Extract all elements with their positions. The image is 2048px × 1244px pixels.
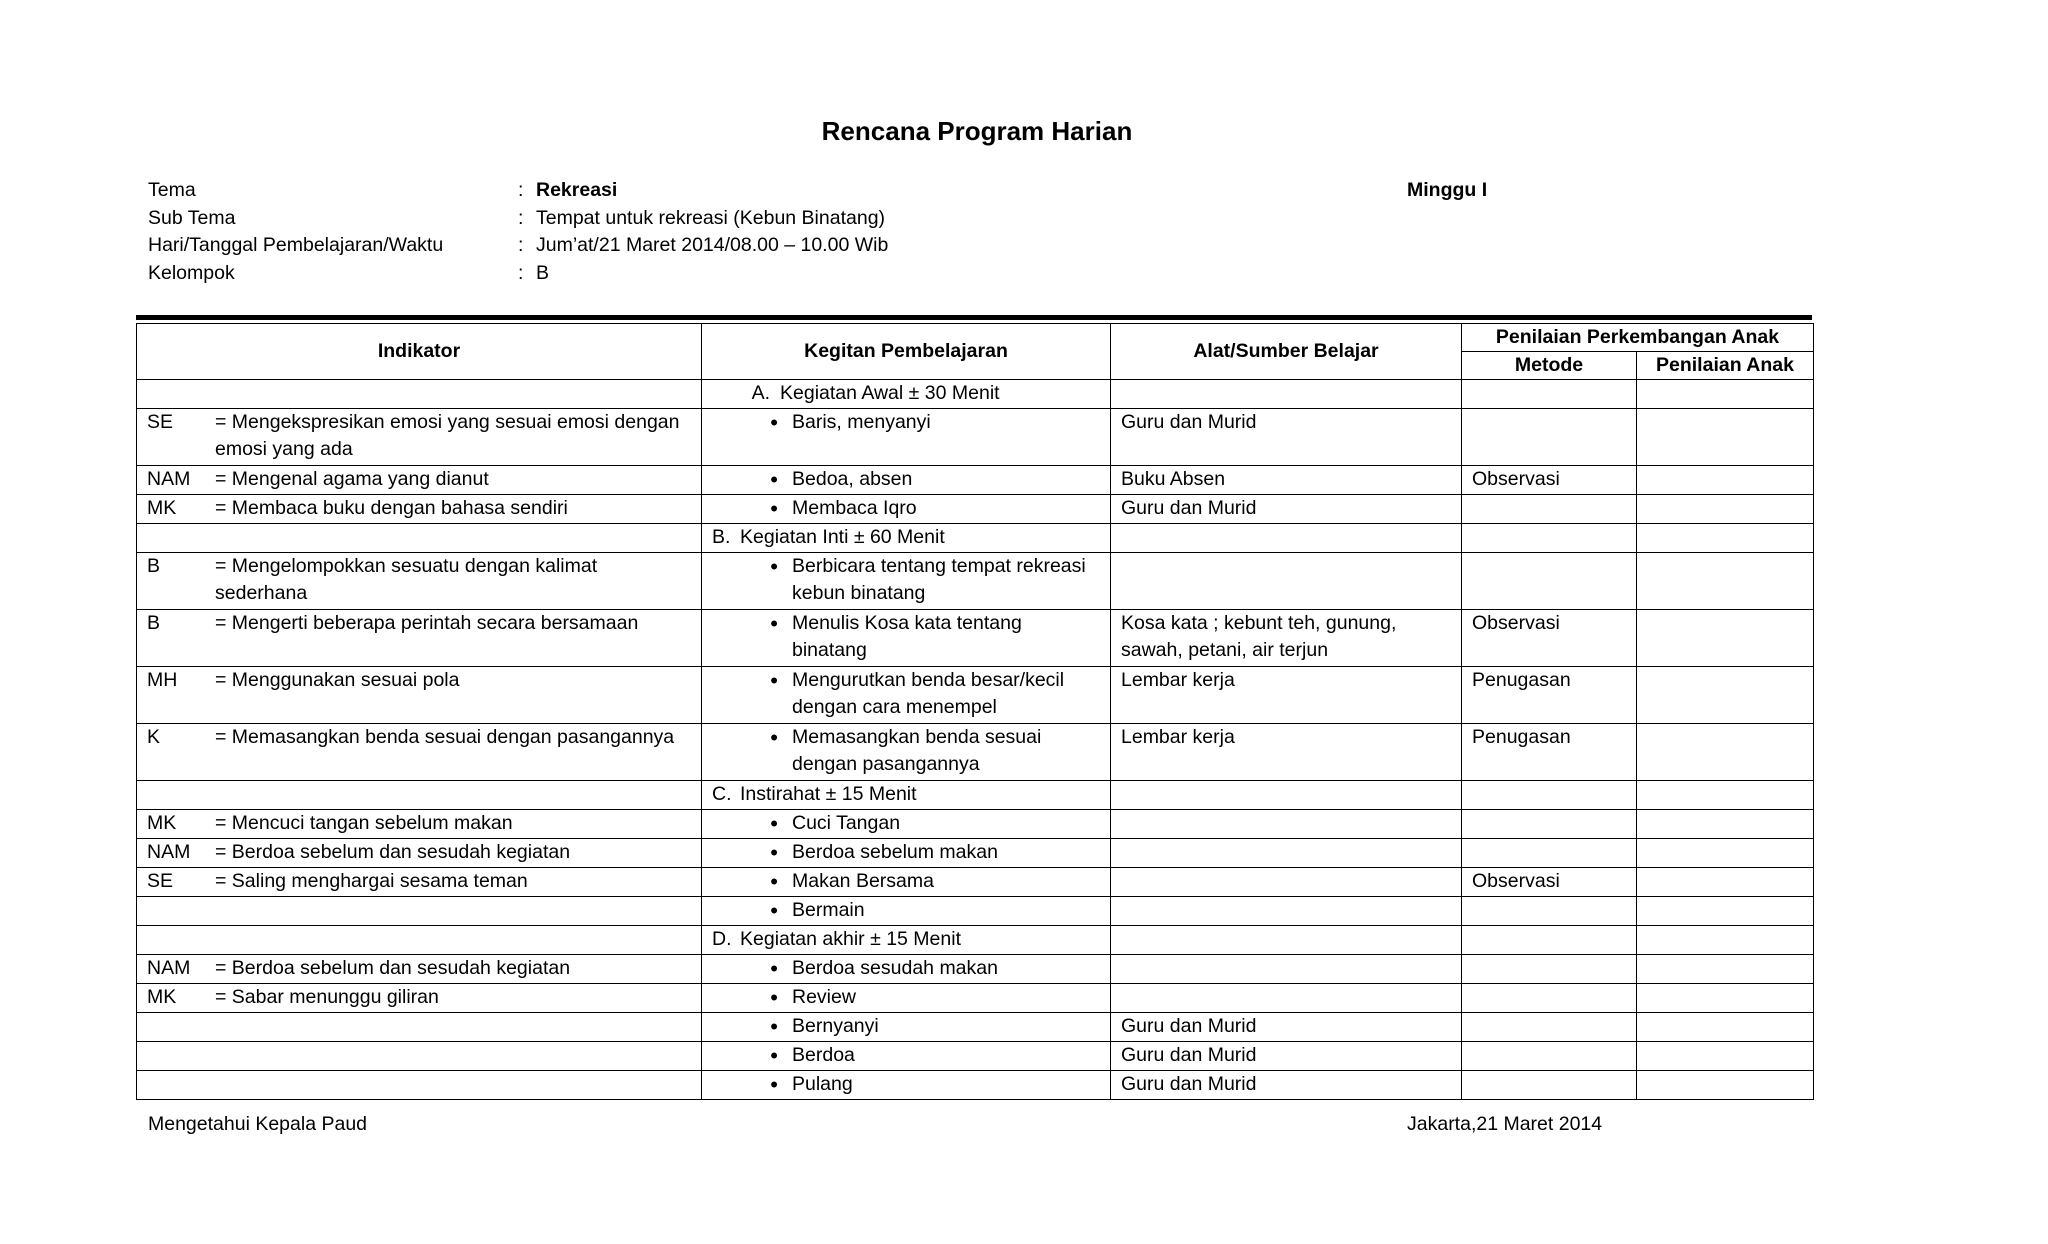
kegiatan-cell (702, 495, 1111, 524)
penilaian-anak-cell (1637, 1013, 1814, 1042)
meta-colon: : (518, 261, 524, 284)
metode-cell (1462, 1042, 1637, 1071)
indikator-description: = Mengekspresikan emosi yang sesuai emosi dengan emosi yang ada (215, 411, 680, 460)
indikator-cell (137, 897, 702, 926)
alat-cell (1111, 781, 1462, 810)
indikator-description: = Saling menghargai sesama teman (215, 870, 528, 892)
activity-text: Cuci Tangan (792, 812, 901, 834)
table-row (137, 667, 1814, 724)
table-row (137, 553, 1814, 610)
penilaian-anak-cell (1637, 524, 1814, 553)
penilaian-anak-cell (1637, 984, 1814, 1013)
bullet-marker: • (770, 956, 778, 981)
metode-cell (1462, 810, 1637, 839)
alat-cell (1111, 839, 1462, 868)
indikator-description: = Sabar menunggu giliran (215, 986, 439, 1008)
header-kegiatan: Kegitan Pembelajaran (702, 324, 1111, 380)
footer-place-date: Jakarta,21 Maret 2014 (1407, 1113, 1603, 1135)
section-marker: D. (712, 928, 732, 950)
metode-cell (1462, 984, 1637, 1013)
kegiatan-cell (702, 667, 1111, 724)
kegiatan-cell (702, 610, 1111, 667)
penilaian-anak-cell (1637, 724, 1814, 781)
table-row (137, 897, 1814, 926)
kegiatan-cell (702, 926, 1111, 955)
kegiatan-cell (702, 553, 1111, 610)
meta-label: Sub Tema (148, 206, 236, 229)
table-row (137, 724, 1814, 781)
alat-cell (1111, 380, 1462, 409)
meta-value: B (536, 261, 550, 284)
bullet-marker: • (770, 985, 778, 1010)
meta-label: Kelompok (148, 261, 235, 284)
activity-text: Makan Bersama (792, 870, 934, 892)
plan-metadata (148, 177, 888, 287)
bullet-marker: • (770, 840, 778, 865)
header-penilaian: Penilaian Perkembangan Anak (1462, 324, 1814, 352)
table-row (137, 810, 1814, 839)
indikator-cell (137, 1071, 702, 1100)
activity-text: Pulang (792, 1073, 853, 1095)
bullet-marker: • (770, 1014, 778, 1039)
indikator-cell (137, 955, 702, 984)
metode-cell: Observasi (1462, 610, 1637, 667)
table-row (137, 610, 1814, 667)
table-row (137, 839, 1814, 868)
table-row (137, 1071, 1814, 1100)
activity-text: Baris, menyanyi (792, 411, 931, 433)
metode-cell (1462, 495, 1637, 524)
penilaian-anak-cell (1637, 897, 1814, 926)
meta-label: Hari/Tanggal Pembelajaran/Waktu (148, 234, 444, 256)
indikator-cell (137, 781, 702, 810)
penilaian-anak-cell (1637, 1071, 1814, 1100)
bullet-marker: • (770, 725, 778, 750)
header-penilaian-anak: Penilaian Anak (1637, 352, 1814, 380)
bullet-marker: • (770, 668, 778, 693)
meta-label: Tema (148, 179, 196, 201)
indikator-cell (137, 724, 702, 781)
bullet-marker: • (770, 811, 778, 836)
penilaian-anak-cell (1637, 868, 1814, 897)
table-row (137, 1013, 1814, 1042)
penilaian-anak-cell (1637, 409, 1814, 466)
bullet-marker: • (770, 869, 778, 894)
document-title: Rencana Program Harian (821, 116, 1133, 146)
activity-text: Bedoa, absen (792, 468, 913, 490)
metode-cell: Observasi (1462, 868, 1637, 897)
indikator-cell (137, 524, 702, 553)
activity-text: Bernyanyi (792, 1015, 879, 1037)
meta-value: Jum’at/21 Maret 2014/08.00 – 10.00 Wib (536, 234, 889, 256)
alat-cell (1111, 926, 1462, 955)
penilaian-anak-cell (1637, 610, 1814, 667)
meta-colon: : (518, 179, 524, 201)
indikator-code: B (147, 555, 161, 577)
indikator-code: MH (147, 669, 178, 691)
indikator-code: NAM (147, 841, 191, 863)
activity-section-title: Instirahat ± 15 Menit (740, 783, 917, 805)
table-row (137, 781, 1814, 810)
penilaian-anak-cell (1637, 667, 1814, 724)
kegiatan-cell (702, 955, 1111, 984)
metode-cell (1462, 380, 1637, 409)
table-row (137, 380, 1814, 409)
footer-acknowledgement: Mengetahui Kepala Paud (148, 1113, 368, 1135)
kegiatan-cell (702, 724, 1111, 781)
indikator-description: = Memasangkan benda sesuai dengan pasangannya (215, 726, 675, 748)
penilaian-anak-cell (1637, 553, 1814, 610)
indikator-cell (137, 926, 702, 955)
metode-cell: Penugasan (1462, 724, 1637, 781)
indikator-cell (137, 553, 702, 610)
activity-section-title: Kegiatan Awal ± 30 Menit (780, 382, 1000, 404)
bullet-marker: • (770, 1072, 778, 1097)
bullet-marker: • (770, 554, 778, 579)
indikator-code: NAM (147, 957, 191, 979)
metode-cell (1462, 839, 1637, 868)
metode-cell: Penugasan (1462, 667, 1637, 724)
indikator-cell (137, 868, 702, 897)
activity-text: Menulis Kosa kata tentang binatang (792, 612, 1022, 661)
indikator-cell (137, 380, 702, 409)
activity-text: Berdoa sesudah makan (792, 957, 998, 979)
alat-cell (1111, 524, 1462, 553)
bullet-marker: • (770, 611, 778, 636)
indikator-cell (137, 667, 702, 724)
indikator-code: NAM (147, 468, 191, 490)
alat-cell: Lembar kerja (1111, 667, 1462, 724)
penilaian-anak-cell (1637, 380, 1814, 409)
indikator-code: SE (147, 411, 174, 433)
indikator-description: = Mengelompokkan sesuatu dengan kalimat sederhana (215, 555, 598, 604)
activity-section-title: Kegiatan akhir ± 15 Menit (740, 928, 961, 950)
kegiatan-cell (702, 1042, 1111, 1071)
header-indikator: Indikator (137, 324, 702, 380)
kegiatan-cell (702, 524, 1111, 553)
table-row (137, 926, 1814, 955)
kegiatan-cell (702, 1071, 1111, 1100)
indikator-code: MK (147, 986, 177, 1008)
metode-cell: Observasi (1462, 466, 1637, 495)
activity-text: Memasangkan benda sesuai dengan pasangannya (792, 726, 1042, 775)
metode-cell (1462, 781, 1637, 810)
penilaian-anak-cell (1637, 466, 1814, 495)
metode-cell (1462, 955, 1637, 984)
meta-row-kelompok (148, 260, 888, 288)
table-row (137, 466, 1814, 495)
alat-cell (1111, 868, 1462, 897)
meta-colon: : (518, 206, 524, 229)
indikator-description: = Mengerti beberapa perintah secara bersamaan (215, 612, 639, 634)
alat-cell: Guru dan Murid (1111, 1071, 1462, 1100)
activity-text: Mengurutkan benda besar/kecil dengan cara menempel (792, 669, 1065, 718)
indikator-code: MK (147, 812, 177, 834)
meta-row-tema (148, 177, 888, 205)
penilaian-anak-cell (1637, 955, 1814, 984)
indikator-description: = Mencuci tangan sebelum makan (215, 812, 513, 834)
table-row (137, 524, 1814, 553)
table-row (137, 955, 1814, 984)
alat-cell (1111, 984, 1462, 1013)
activity-text: Membaca Iqro (792, 497, 917, 519)
alat-cell (1111, 955, 1462, 984)
bullet-marker: • (770, 1043, 778, 1068)
penilaian-anak-cell (1637, 781, 1814, 810)
metode-cell (1462, 926, 1637, 955)
section-marker: A. (751, 382, 770, 404)
meta-value: Rekreasi (536, 179, 618, 201)
kegiatan-cell (702, 1013, 1111, 1042)
activity-section-title: Kegiatan Inti ± 60 Menit (740, 526, 945, 548)
meta-colon: : (518, 234, 524, 256)
alat-cell: Guru dan Murid (1111, 1042, 1462, 1071)
kegiatan-cell (702, 466, 1111, 495)
indikator-description: = Membaca buku dengan bahasa sendiri (215, 497, 568, 519)
table-row (137, 495, 1814, 524)
indikator-cell (137, 1042, 702, 1071)
alat-cell: Guru dan Murid (1111, 495, 1462, 524)
week-label: Minggu I (1407, 179, 1488, 201)
kegiatan-cell (702, 897, 1111, 926)
kegiatan-cell (702, 781, 1111, 810)
metode-cell (1462, 897, 1637, 926)
alat-cell (1111, 810, 1462, 839)
table-row (137, 868, 1814, 897)
penilaian-anak-cell (1637, 810, 1814, 839)
header-alat: Alat/Sumber Belajar (1111, 324, 1462, 380)
activity-text: Berdoa sebelum makan (792, 841, 998, 863)
meta-row-sub-tema (148, 205, 888, 233)
kegiatan-cell (702, 810, 1111, 839)
meta-value: Tempat untuk rekreasi (Kebun Binatang) (536, 206, 886, 229)
metode-cell (1462, 524, 1637, 553)
metode-cell (1462, 409, 1637, 466)
indikator-code: K (147, 726, 161, 748)
alat-cell (1111, 553, 1462, 610)
metode-cell (1462, 1013, 1637, 1042)
program-table (136, 323, 1814, 1100)
alat-cell: Guru dan Murid (1111, 409, 1462, 466)
kegiatan-cell (702, 868, 1111, 897)
indikator-description: = Mengenal agama yang dianut (215, 468, 489, 490)
penilaian-anak-cell (1637, 926, 1814, 955)
bullet-marker: • (770, 410, 778, 435)
kegiatan-cell (702, 839, 1111, 868)
alat-cell (1111, 897, 1462, 926)
indikator-description: = Menggunakan sesuai pola (215, 669, 460, 691)
penilaian-anak-cell (1637, 839, 1814, 868)
indikator-code: B (147, 612, 161, 634)
indikator-cell (137, 495, 702, 524)
activity-text: Berbicara tentang tempat rekreasi kebun binatang (792, 555, 1086, 604)
indikator-code: SE (147, 870, 174, 892)
indikator-cell (137, 466, 702, 495)
indikator-cell (137, 1013, 702, 1042)
indikator-code: MK (147, 497, 177, 519)
alat-cell: Guru dan Murid (1111, 1013, 1462, 1042)
header-rule (136, 315, 1812, 320)
kegiatan-cell (702, 984, 1111, 1013)
indikator-description: = Berdoa sebelum dan sesudah kegiatan (215, 841, 571, 863)
bullet-marker: • (770, 496, 778, 521)
penilaian-anak-cell (1637, 1042, 1814, 1071)
metode-cell (1462, 553, 1637, 610)
alat-cell: Kosa kata ; kebunt teh, gunung, sawah, petani, air terjun (1111, 610, 1462, 667)
section-marker: C. (712, 783, 732, 805)
bullet-marker: • (770, 467, 778, 492)
metode-cell (1462, 1071, 1637, 1100)
penilaian-anak-cell (1637, 495, 1814, 524)
indikator-cell (137, 610, 702, 667)
activity-text: Berdoa (792, 1044, 855, 1066)
table-row (137, 984, 1814, 1013)
indikator-cell (137, 984, 702, 1013)
indikator-cell (137, 810, 702, 839)
meta-row-date-time (148, 232, 888, 260)
activity-text: Review (792, 986, 856, 1008)
table-row (137, 409, 1814, 466)
indikator-cell (137, 409, 702, 466)
bullet-marker: • (770, 898, 778, 923)
alat-cell: Buku Absen (1111, 466, 1462, 495)
section-marker: B. (712, 526, 731, 548)
table-body (137, 380, 1814, 1100)
header-metode: Metode (1462, 352, 1637, 380)
table-row (137, 1042, 1814, 1071)
kegiatan-cell (702, 409, 1111, 466)
kegiatan-cell (702, 380, 1111, 409)
alat-cell: Lembar kerja (1111, 724, 1462, 781)
indikator-cell (137, 839, 702, 868)
indikator-description: = Berdoa sebelum dan sesudah kegiatan (215, 957, 571, 979)
activity-text: Bermain (792, 899, 865, 921)
